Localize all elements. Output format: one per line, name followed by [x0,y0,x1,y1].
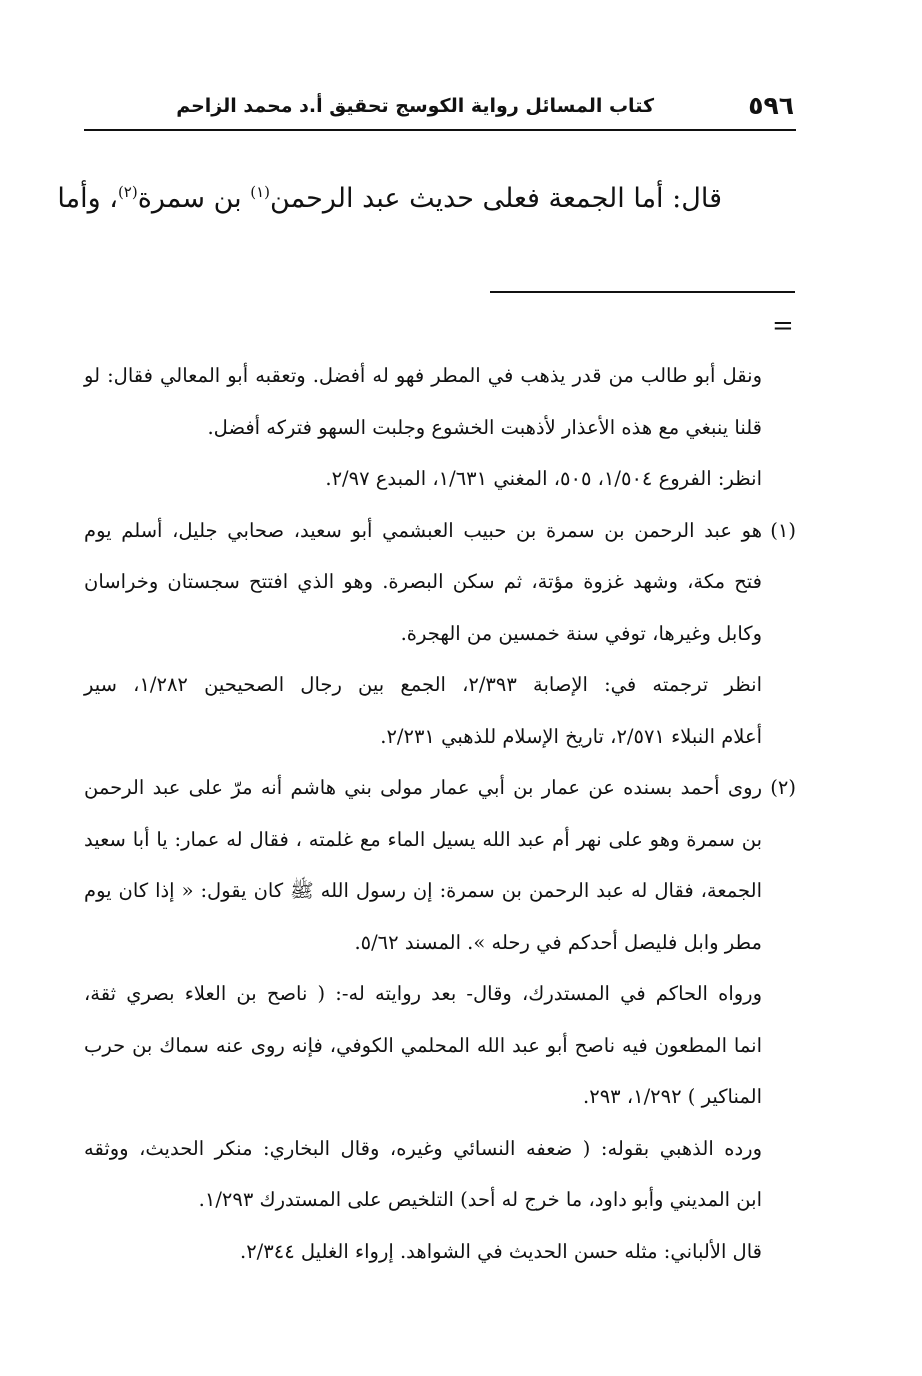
footnote-line: الجمعة، فقال له عبد الرحمن بن سمرة: إن رسول الله ﷺ كان يقول: « إذا كان يوم [84,879,762,902]
main-text-part1: قال: أما الجمعة فعلى حديث عبد الرحمن [270,183,722,214]
page-header [84,86,794,126]
footnote-line: مطر وابل فليصل أحدكم في رحله ». المسند ٥/٦٢. [354,930,762,954]
footnote-line: انظر: الفروع ١/٥٠٤، ٥٠٥، المغني ١/٦٣١، المبدع ٢/٩٧. [325,467,762,490]
footnote-line [84,762,796,814]
main-text-part3: ، وأما [57,183,118,214]
footnote-line: انظر ترجمته في: الإصابة ٢/٣٩٣، الجمع بين رجال الصحيحين ١/٢٨٢، سير [84,673,762,696]
footnote-ref-2: (٢) [117,183,138,201]
footnote-ref-1: (١) [250,183,271,201]
running-title: كتاب المسائل رواية الكوسج تحقيق أ.د محمد الزاحم [176,95,654,117]
footnote-2 [84,762,796,1277]
footnote-line: فتح مكة، وشهد غزوة مؤتة، ثم سكن البصرة. وهو الذي افتتح سجستان وخراسان [84,570,762,593]
continuation-mark: = [772,311,794,341]
footnote-text: روى أحمد بسنده عن عمار بن أبي عمار مولى بني هاشم أنه مرّ على عبد الرحمن [84,776,762,799]
footnote-line: أعلام النبلاء ٢/٥٧١، تاريخ الإسلام للذهبي ٢/٢٣١. [380,724,762,748]
footnote-line: قال الألباني: مثله حسن الحديث في الشواهد. إرواء الغليل ٢/٣٤٤. [240,1239,762,1263]
header-rule [84,129,796,131]
footnote-text: هو عبد الرحمن بن سمرة بن حبيب العبشمي أبو سعيد، صحابي جليل، أسلم يوم [84,518,762,542]
footnote-line: المناكير ) ١/٢٩٢، ٢٩٣. [583,1085,762,1108]
footnote-1 [84,505,796,763]
footnote-line: ورده الذهبي بقوله: ( ضعفه النسائي وغيره، وقال البخاري: منكر الحديث، ووثقه [84,1136,762,1160]
footnote-number: (٢) [770,776,796,799]
footnote-line: ورواه الحاكم في المستدرك، وقال- بعد روايته له-: ( ناصح بن العلاء بصري ثقة، [84,982,762,1005]
footnote-continued [84,350,796,505]
footnote-separator [490,291,795,293]
footnote-line: قلنا ينبغي مع هذه الأعذار لأذهبت الخشوع وجلبت السهو فتركه أفضل. [207,415,762,439]
footnote-line: انما المطعون فيه ناصح أبو عبد الله المحلمي الكوفي، فإنه روى عنه سماك بن حرب [84,1033,762,1057]
footnote-number: (١) [770,518,796,542]
page-number: ٥٩٦ [748,91,794,120]
footnote-line: ابن المديني وأبو داود، ما خرج له أحد) التلخيص على المستدرك ١/٢٩٣. [198,1188,762,1211]
main-text [57,176,722,222]
footnotes [84,350,796,1277]
main-text-part2: بن سمرة [137,183,251,214]
footnote-line: بن سمرة وهو على نهر أم عبد الله يسيل الماء مع غلمته ، فقال له عمار: يا أبا سعيد [84,827,762,851]
footnote-line: وكابل وغيرها، توفي سنة خمسين من الهجرة. [400,621,762,645]
footnote-line [84,505,796,557]
footnote-line: ونقل أبو طالب من قدر يذهب في المطر فهو له أفضل. وتعقبه أبو المعالي فقال: لو [84,364,762,387]
